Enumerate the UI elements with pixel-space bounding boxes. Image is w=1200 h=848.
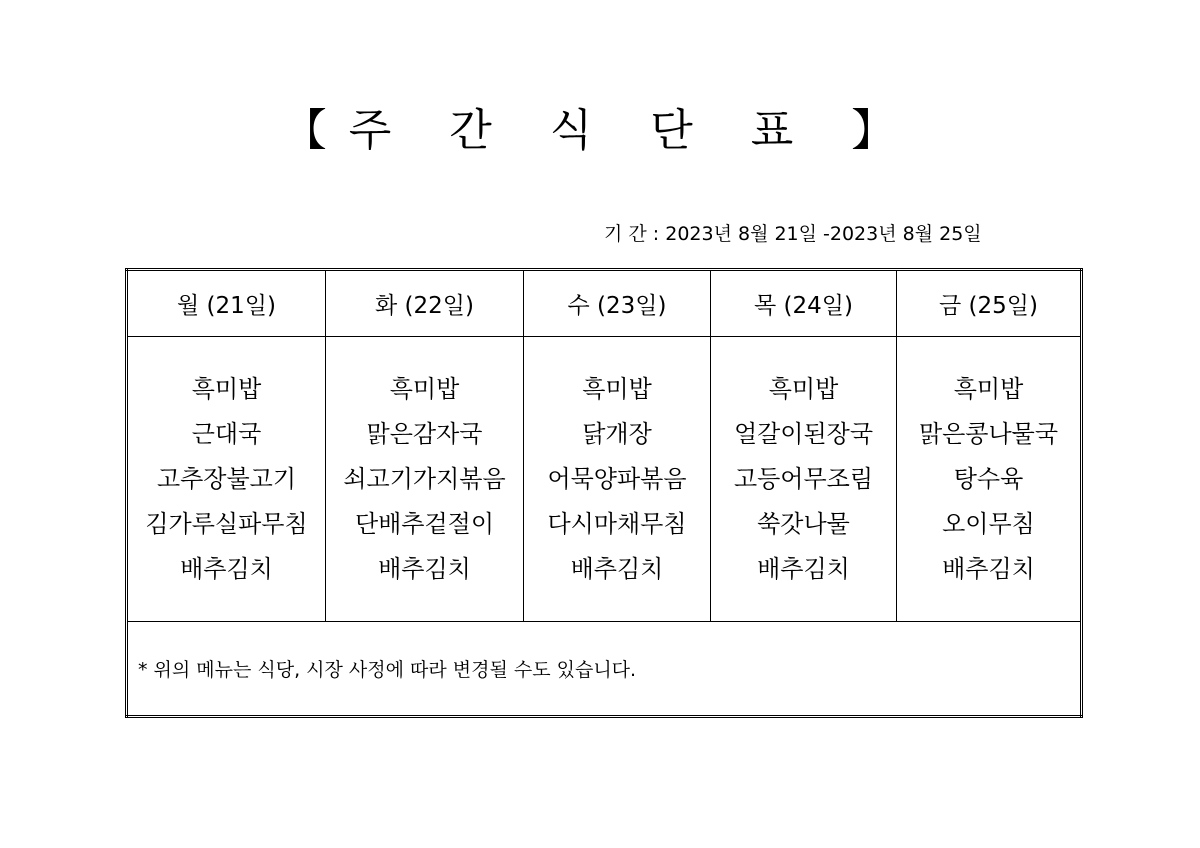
dish-item: 흑미밥 <box>768 374 839 403</box>
dish-item: 맑은감자국 <box>366 419 483 448</box>
menu-note: * 위의 메뉴는 식당, 시장 사정에 따라 변경될 수도 있습니다. <box>127 622 1082 717</box>
dish-item: 흑미밥 <box>582 374 652 403</box>
dish-item: 배추김치 <box>757 554 850 583</box>
menu-period: 기 간 : 2023년 8월 21일 -2023년 8월 25일 <box>604 223 982 245</box>
dish-item: 흑미밥 <box>191 374 262 403</box>
day-header-fri: 금 (25일) <box>897 270 1082 337</box>
dish-item: 고추장불고기 <box>156 464 297 493</box>
weekly-menu-table <box>125 268 1083 718</box>
menu-cell-mon <box>127 337 326 622</box>
day-header-tue: 화 (22일) <box>326 270 524 337</box>
dish-item: 쑥갓나물 <box>757 509 850 538</box>
menu-cell-tue <box>326 337 524 622</box>
day-header-wed: 수 (23일) <box>524 270 711 337</box>
day-header-thu: 목 (24일) <box>711 270 897 337</box>
menu-cell-thu <box>711 337 897 622</box>
dish-item: 배추김치 <box>378 554 471 583</box>
dish-item: 탕수육 <box>953 464 1024 493</box>
note-row <box>127 622 1082 717</box>
page-title: 【주 간 식 단 표 】 <box>282 105 918 156</box>
menu-cell-wed <box>524 337 711 622</box>
dish-item: 고등어무조림 <box>733 464 874 493</box>
day-header-row <box>127 270 1082 337</box>
dish-item: 닭개장 <box>582 419 652 448</box>
dish-item: 배추김치 <box>570 554 664 583</box>
dish-row <box>127 337 1082 622</box>
menu-cell-fri <box>897 337 1082 622</box>
dish-item: 단배추겉절이 <box>354 509 495 538</box>
dish-item: 배추김치 <box>180 554 273 583</box>
dish-item: 어묵양파볶음 <box>547 464 687 493</box>
day-header-mon: 월 (21일) <box>127 270 326 337</box>
dish-item: 쇠고기가지볶음 <box>343 464 506 493</box>
dish-item: 다시마채무침 <box>547 509 687 538</box>
dish-item: 흑미밥 <box>389 374 460 403</box>
dish-item: 맑은콩나물국 <box>918 419 1059 448</box>
dish-item: 흑미밥 <box>953 374 1024 403</box>
dish-item: 배추김치 <box>942 554 1035 583</box>
dish-item: 얼갈이된장국 <box>733 419 874 448</box>
dish-item: 김가루실파무침 <box>145 509 308 538</box>
dish-item: 근대국 <box>191 419 262 448</box>
dish-item: 오이무침 <box>942 509 1035 538</box>
